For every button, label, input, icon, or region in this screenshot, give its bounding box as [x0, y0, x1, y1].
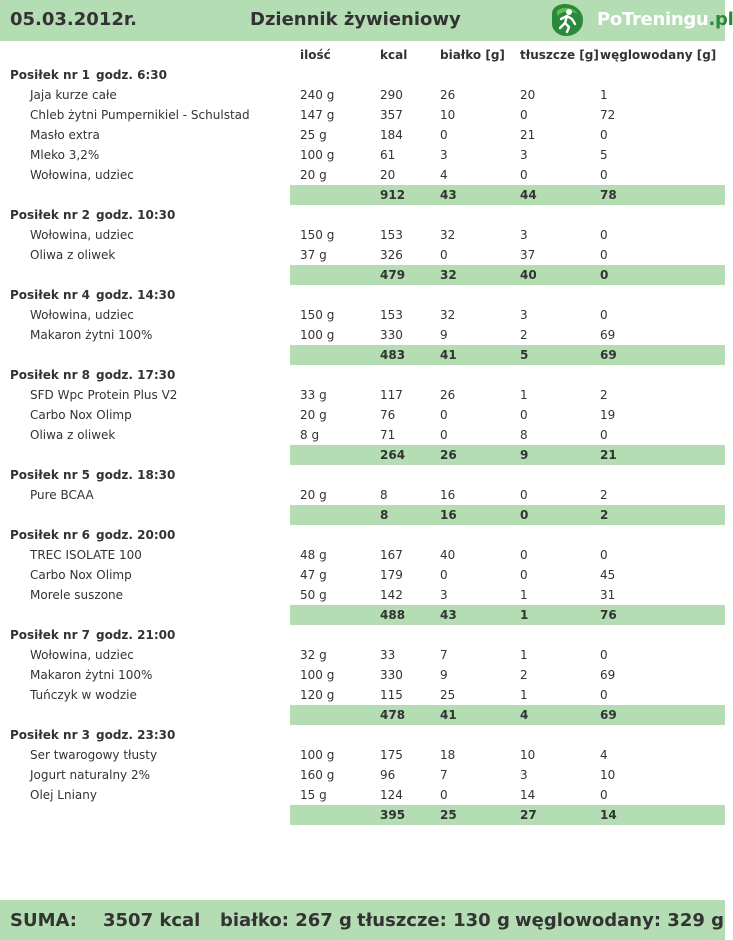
- food-kcal: 153: [380, 308, 403, 322]
- food-fat: 10: [520, 748, 536, 762]
- food-protein: 32: [440, 308, 456, 322]
- total-kcal: 479: [380, 268, 406, 282]
- total-protein: 16: [440, 508, 457, 522]
- food-kcal: 326: [380, 248, 403, 262]
- food-qty: 25 g: [300, 128, 327, 142]
- meal-total-row: [0, 345, 725, 365]
- meal-total-bar: [290, 265, 725, 285]
- food-qty: 150 g: [300, 308, 335, 322]
- food-protein: 0: [440, 248, 448, 262]
- food-fat: 2: [520, 328, 528, 342]
- food-fat: 3: [520, 148, 528, 162]
- food-name: TREC ISOLATE 100: [30, 548, 142, 562]
- food-qty: 160 g: [300, 768, 335, 782]
- food-protein: 25: [440, 688, 456, 702]
- total-carbs: 0: [600, 268, 609, 282]
- food-kcal: 330: [380, 668, 403, 682]
- meal-name: Posiłek nr 8: [10, 368, 91, 382]
- food-kcal: 179: [380, 568, 403, 582]
- meal-total-row: [0, 505, 725, 525]
- meal-name: Posiłek nr 7: [10, 628, 91, 642]
- food-qty: 37 g: [300, 248, 327, 262]
- food-item-row: [0, 305, 725, 325]
- meal-time: godz. 6:30: [96, 68, 167, 82]
- food-item-row: [0, 685, 725, 705]
- food-kcal: 330: [380, 328, 403, 342]
- total-fat: 4: [520, 708, 529, 722]
- food-protein: 3: [440, 148, 448, 162]
- header-bar: [0, 0, 733, 41]
- food-carbs: 0: [600, 248, 608, 262]
- food-protein: 40: [440, 548, 456, 562]
- food-carbs: 0: [600, 228, 608, 242]
- food-name: Oliwa z oliwek: [30, 248, 116, 262]
- food-item-row: [0, 425, 725, 445]
- food-qty: 32 g: [300, 648, 327, 662]
- total-kcal: 488: [380, 608, 406, 622]
- food-carbs: 0: [600, 128, 608, 142]
- food-item-row: [0, 405, 725, 425]
- food-qty: 50 g: [300, 588, 327, 602]
- food-protein: 32: [440, 228, 456, 242]
- meal-total-row: [0, 265, 725, 285]
- food-item-row: [0, 325, 725, 345]
- total-protein: 41: [440, 348, 457, 362]
- food-kcal: 153: [380, 228, 403, 242]
- food-qty: 147 g: [300, 108, 335, 122]
- food-name: Makaron żytni 100%: [30, 668, 153, 682]
- logo-text: PoTreningu.pl: [597, 9, 733, 30]
- food-protein: 26: [440, 88, 456, 102]
- summary-fat: tłuszcze: 130 g: [357, 910, 510, 931]
- total-carbs: 21: [600, 448, 617, 462]
- food-qty: 20 g: [300, 408, 327, 422]
- food-fat: 2: [520, 668, 528, 682]
- food-carbs: 2: [600, 388, 608, 402]
- food-name: Chleb żytni Pumpernikiel - Schulstad: [30, 108, 250, 122]
- meal-total-bar: [290, 805, 725, 825]
- food-item-row: [0, 125, 725, 145]
- food-fat: 20: [520, 88, 536, 102]
- food-protein: 9: [440, 668, 448, 682]
- food-carbs: 4: [600, 748, 608, 762]
- meal-time: godz. 17:30: [96, 368, 176, 382]
- food-fat: 0: [520, 168, 528, 182]
- food-qty: 48 g: [300, 548, 327, 562]
- food-carbs: 1: [600, 88, 608, 102]
- meal-name: Posiłek nr 1: [10, 68, 91, 82]
- meal-table: [0, 65, 725, 825]
- total-protein: 32: [440, 268, 457, 282]
- meal-total-row: [0, 705, 725, 725]
- page-title: Dziennik żywieniowy: [250, 9, 461, 30]
- total-carbs: 2: [600, 508, 609, 522]
- food-qty: 47 g: [300, 568, 327, 582]
- food-protein: 7: [440, 648, 448, 662]
- food-fat: 0: [520, 408, 528, 422]
- food-carbs: 10: [600, 768, 616, 782]
- food-name: Ser twarogowy tłusty: [30, 748, 158, 762]
- food-item-row: [0, 245, 725, 265]
- total-fat: 27: [520, 808, 537, 822]
- food-kcal: 167: [380, 548, 403, 562]
- total-fat: 5: [520, 348, 529, 362]
- food-fat: 3: [520, 228, 528, 242]
- food-item-row: [0, 545, 725, 565]
- summary-label: SUMA:: [10, 910, 77, 931]
- meal-name: Posiłek nr 6: [10, 528, 91, 542]
- food-fat: 37: [520, 248, 536, 262]
- meal-header-row: [0, 625, 725, 645]
- food-protein: 0: [440, 128, 448, 142]
- total-protein: 25: [440, 808, 457, 822]
- food-protein: 3: [440, 588, 448, 602]
- food-protein: 0: [440, 568, 448, 582]
- total-fat: 40: [520, 268, 537, 282]
- meal-name: Posiłek nr 4: [10, 288, 91, 302]
- food-kcal: 33: [380, 648, 396, 662]
- meal-name: Posiłek nr 3: [10, 728, 91, 742]
- food-name: Wołowina, udziec: [30, 168, 134, 182]
- food-name: Oliwa z oliwek: [30, 428, 116, 442]
- meal-total-bar: [290, 605, 725, 625]
- food-carbs: 72: [600, 108, 616, 122]
- total-kcal: 395: [380, 808, 406, 822]
- food-item-row: [0, 665, 725, 685]
- food-kcal: 76: [380, 408, 396, 422]
- meal-total-row: [0, 185, 725, 205]
- total-kcal: 8: [380, 508, 389, 522]
- food-protein: 10: [440, 108, 456, 122]
- food-fat: 0: [520, 488, 528, 502]
- food-name: Morele suszone: [30, 588, 124, 602]
- food-kcal: 117: [380, 388, 403, 402]
- food-qty: 120 g: [300, 688, 335, 702]
- meal-header-row: [0, 205, 725, 225]
- total-fat: 1: [520, 608, 529, 622]
- food-qty: 100 g: [300, 328, 335, 342]
- food-fat: 0: [520, 548, 528, 562]
- food-kcal: 96: [380, 768, 396, 782]
- food-carbs: 0: [600, 308, 608, 322]
- meal-time: godz. 14:30: [96, 288, 176, 302]
- food-qty: 150 g: [300, 228, 335, 242]
- food-qty: 240 g: [300, 88, 335, 102]
- food-item-row: [0, 105, 725, 125]
- food-protein: 16: [440, 488, 456, 502]
- food-protein: 0: [440, 428, 448, 442]
- meal-name: Posiłek nr 2: [10, 208, 91, 222]
- summary-kcal: 3507 kcal: [103, 910, 201, 931]
- food-item-row: [0, 745, 725, 765]
- food-protein: 0: [440, 408, 448, 422]
- food-item-row: [0, 145, 725, 165]
- meal-total-row: [0, 445, 725, 465]
- total-fat: 9: [520, 448, 529, 462]
- journal-date: 05.03.2012r.: [10, 9, 138, 30]
- total-kcal: 483: [380, 348, 406, 362]
- food-carbs: 69: [600, 668, 616, 682]
- food-carbs: 0: [600, 788, 608, 802]
- summary-carbs: węglowodany: 329 g: [515, 910, 725, 931]
- food-fat: 1: [520, 648, 528, 662]
- food-name: SFD Wpc Protein Plus V2: [30, 388, 178, 402]
- total-kcal: 478: [380, 708, 406, 722]
- meal-header-row: [0, 285, 725, 305]
- meal-total-bar: [290, 445, 725, 465]
- food-kcal: 20: [380, 168, 396, 182]
- food-protein: 9: [440, 328, 448, 342]
- food-protein: 0: [440, 788, 448, 802]
- food-carbs: 19: [600, 408, 616, 422]
- food-qty: 100 g: [300, 748, 335, 762]
- total-fat: 44: [520, 188, 537, 202]
- food-kcal: 71: [380, 428, 396, 442]
- food-carbs: 0: [600, 548, 608, 562]
- food-name: Makaron żytni 100%: [30, 328, 153, 342]
- meal-name: Posiłek nr 5: [10, 468, 91, 482]
- food-kcal: 8: [380, 488, 388, 502]
- column-header-carbs: węglowodany [g]: [600, 48, 717, 62]
- food-protein: 26: [440, 388, 456, 402]
- food-carbs: 0: [600, 648, 608, 662]
- food-fat: 8: [520, 428, 528, 442]
- food-fat: 21: [520, 128, 536, 142]
- meal-time: godz. 21:00: [96, 628, 176, 642]
- column-header-qty: ilość: [300, 48, 331, 62]
- total-protein: 43: [440, 608, 457, 622]
- food-carbs: 0: [600, 688, 608, 702]
- food-kcal: 184: [380, 128, 403, 142]
- food-kcal: 124: [380, 788, 403, 802]
- food-kcal: 115: [380, 688, 403, 702]
- food-fat: 0: [520, 108, 528, 122]
- total-kcal: 912: [380, 188, 406, 202]
- meal-time: godz. 23:30: [96, 728, 176, 742]
- food-name: Jaja kurze całe: [30, 88, 117, 102]
- meal-total-bar: [290, 185, 725, 205]
- meal-header-row: [0, 725, 725, 745]
- food-kcal: 142: [380, 588, 403, 602]
- food-protein: 18: [440, 748, 456, 762]
- food-name: Masło extra: [30, 128, 100, 142]
- food-fat: 3: [520, 768, 528, 782]
- food-carbs: 2: [600, 488, 608, 502]
- food-name: Pure BCAA: [30, 488, 94, 502]
- food-item-row: [0, 385, 725, 405]
- food-item-row: [0, 785, 725, 805]
- food-qty: 20 g: [300, 488, 327, 502]
- food-fat: 14: [520, 788, 536, 802]
- food-fat: 3: [520, 308, 528, 322]
- food-carbs: 5: [600, 148, 608, 162]
- food-item-row: [0, 165, 725, 185]
- food-qty: 100 g: [300, 668, 335, 682]
- food-item-row: [0, 225, 725, 245]
- food-fat: 1: [520, 688, 528, 702]
- food-carbs: 0: [600, 168, 608, 182]
- column-header-protein: białko [g]: [440, 48, 505, 62]
- total-carbs: 69: [600, 348, 617, 362]
- food-qty: 20 g: [300, 168, 327, 182]
- daily-summary-bar: [0, 900, 725, 940]
- meal-total-row: [0, 805, 725, 825]
- food-protein: 7: [440, 768, 448, 782]
- food-fat: 1: [520, 388, 528, 402]
- food-item-row: [0, 585, 725, 605]
- food-item-row: [0, 485, 725, 505]
- meal-total-bar: [290, 345, 725, 365]
- meal-header-row: [0, 465, 725, 485]
- food-qty: 15 g: [300, 788, 327, 802]
- food-qty: 100 g: [300, 148, 335, 162]
- total-kcal: 264: [380, 448, 406, 462]
- food-name: Wołowina, udziec: [30, 308, 134, 322]
- food-qty: 33 g: [300, 388, 327, 402]
- potreningu-logo[interactable]: [549, 2, 733, 38]
- column-header-kcal: kcal: [380, 48, 408, 62]
- meal-time: godz. 18:30: [96, 468, 176, 482]
- food-name: Mleko 3,2%: [30, 148, 100, 162]
- total-protein: 26: [440, 448, 457, 462]
- food-name: Wołowina, udziec: [30, 648, 134, 662]
- food-kcal: 61: [380, 148, 396, 162]
- total-protein: 41: [440, 708, 457, 722]
- food-name: Jogurt naturalny 2%: [30, 768, 151, 782]
- food-name: Tuńczyk w wodzie: [30, 688, 137, 702]
- food-fat: 0: [520, 568, 528, 582]
- food-fat: 1: [520, 588, 528, 602]
- food-carbs: 45: [600, 568, 616, 582]
- meal-time: godz. 20:00: [96, 528, 176, 542]
- meal-time: godz. 10:30: [96, 208, 176, 222]
- food-name: Wołowina, udziec: [30, 228, 134, 242]
- food-kcal: 357: [380, 108, 403, 122]
- meal-header-row: [0, 65, 725, 85]
- food-kcal: 175: [380, 748, 403, 762]
- food-carbs: 31: [600, 588, 616, 602]
- total-protein: 43: [440, 188, 457, 202]
- total-carbs: 69: [600, 708, 617, 722]
- meal-header-row: [0, 525, 725, 545]
- total-fat: 0: [520, 508, 529, 522]
- meal-total-bar: [290, 705, 725, 725]
- meal-header-row: [0, 365, 725, 385]
- total-carbs: 78: [600, 188, 617, 202]
- food-qty: 8 g: [300, 428, 320, 442]
- total-carbs: 76: [600, 608, 617, 622]
- food-item-row: [0, 765, 725, 785]
- total-carbs: 14: [600, 808, 617, 822]
- food-carbs: 0: [600, 428, 608, 442]
- food-protein: 4: [440, 168, 448, 182]
- food-name: Olej Lniany: [30, 788, 97, 802]
- food-item-row: [0, 565, 725, 585]
- food-item-row: [0, 85, 725, 105]
- column-header-fat: tłuszcze [g]: [520, 48, 599, 62]
- food-kcal: 290: [380, 88, 403, 102]
- food-name: Carbo Nox Olimp: [30, 568, 132, 582]
- food-item-row: [0, 645, 725, 665]
- meal-total-row: [0, 605, 725, 625]
- summary-protein: białko: 267 g: [220, 910, 352, 931]
- food-carbs: 69: [600, 328, 616, 342]
- food-name: Carbo Nox Olimp: [30, 408, 132, 422]
- meal-total-bar: [290, 505, 725, 525]
